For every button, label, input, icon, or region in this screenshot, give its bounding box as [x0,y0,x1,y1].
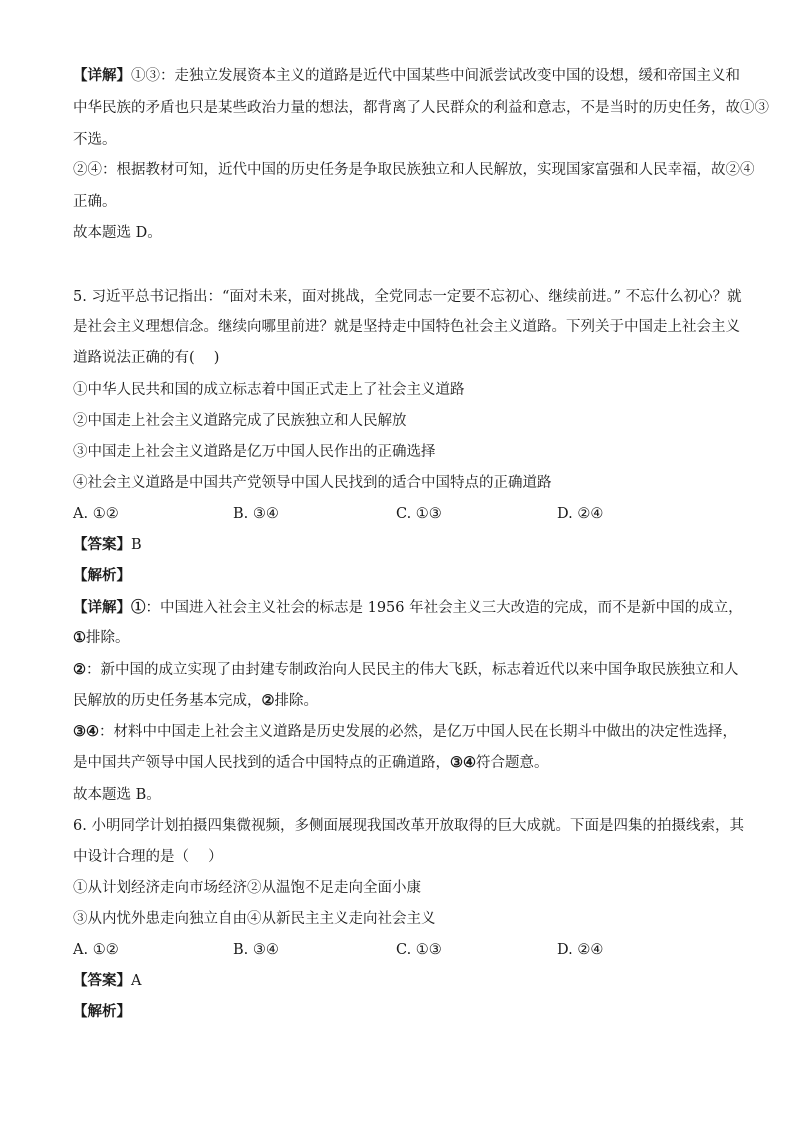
q5-option-a: A. ①② [73,506,119,522]
q5-statement-1: ①中华人民共和国的成立标志着中国正式走上了社会主义道路 [73,382,465,398]
q6-stem-line-1: 6. 小明同学计划拍摄四集微视频，多侧面展现我国改革开放取得的巨大成就。下面是四集的拍摄线索，其 [73,818,744,834]
answer-tag: 【答案】 [73,972,131,989]
q5-detail-line-6: 是中国共产领导中国人民找到的适合中国特点的正确道路，③④符合题意。 [73,754,549,771]
q6-option-c: C. ①③ [396,942,442,958]
q6-statement-line-1: ①从计划经济走向市场经济②从温饱不足走向全面小康 [73,880,421,896]
q4-detail-line-4: ②④：根据教材可知，近代中国的历史任务是争取民族独立和人民解放，实现国家富强和人民幸福，故②④ [73,162,755,178]
q5-detail-line-4: 民解放的历史任务基本完成，②排除。 [73,692,318,709]
q6-option-a: A. ①② [73,942,119,958]
q5-statement-2: ②中国走上社会主义道路完成了民族独立和人民解放 [73,413,407,429]
q6-option-b: B. ③④ [233,942,279,958]
q5-detail-line-2: ①排除。 [73,629,130,646]
q5-detail-line-3: ②：新中国的成立实现了由封建专制政治向人民民主的伟大飞跃，标志着近代以来中国争取民族独立和人 [73,661,739,678]
q5-conclusion: 故本题选 B。 [73,787,161,803]
answer-tag: 【答案】 [73,536,131,553]
q5-detail-line-1: 【详解】①：中国进入社会主义社会的标志是 1956 年社会主义三大改造的完成，而不是新中国的成立， [73,599,743,616]
q4-conclusion: 故本题选 D。 [73,225,162,241]
q6-answer [73,971,733,991]
q5-option-b: B. ③④ [233,506,279,522]
q5-stem-line-3: 道路说法正确的有( ) [73,350,220,366]
q4-detail-line-5: 正确。 [73,194,117,210]
q5-statement-3: ③中国走上社会主义道路是亿万中国人民作出的正确选择 [73,444,436,460]
q5-stem-line-1: 5. 习近平总书记指出：“面对未来，面对挑战，全党同志一定要不忘初心、继续前进。” 不忘什么初心？就 [73,289,742,305]
detail-tag: 【详解】 [73,599,131,616]
q5-stem-line-2: 是社会主义理想信念。继续向哪里前进？就是坚持走中国特色社会主义道路。下列关于中国走上社会主义 [73,319,740,335]
q5-option-c: C. ①③ [396,506,442,522]
q6-analysis-tag: 【解析】 [73,1003,131,1020]
q4-detail-line-2: 中华民族的矛盾也只是某些政治力量的想法，都背离了人民群众的利益和意志，不是当时的历史任务，故①③ [73,100,769,116]
q6-option-d: D. ②④ [557,942,604,958]
answer-value: B [131,537,142,553]
answer-value: A [131,973,142,989]
q6-stem-line-2: 中设计合理的是（ ） [73,849,223,865]
q5-detail-line-5: ③④：材料中中国走上社会主义道路是历史发展的必然，是亿万中国人民在长期斗中做出的决定性选择， [73,723,737,740]
detail-tag: 【详解】 [73,67,131,84]
q5-answer [73,535,733,555]
q5-statement-4: ④社会主义道路是中国共产党领导中国人民找到的适合中国特点的正确道路 [73,475,552,491]
q5-option-d: D. ②④ [557,506,604,522]
q6-statement-line-2: ③从内忧外患走向独立自由④从新民主主义走向社会主义 [73,911,436,927]
q4-detail-line-3: 不选。 [73,132,117,148]
q4-detail-line-1: 【详解】①③：走独立发展资本主义的道路是近代中国某些中间派尝试改变中国的设想，缓和帝国主义和 [73,67,740,84]
q5-analysis-tag: 【解析】 [73,567,131,584]
